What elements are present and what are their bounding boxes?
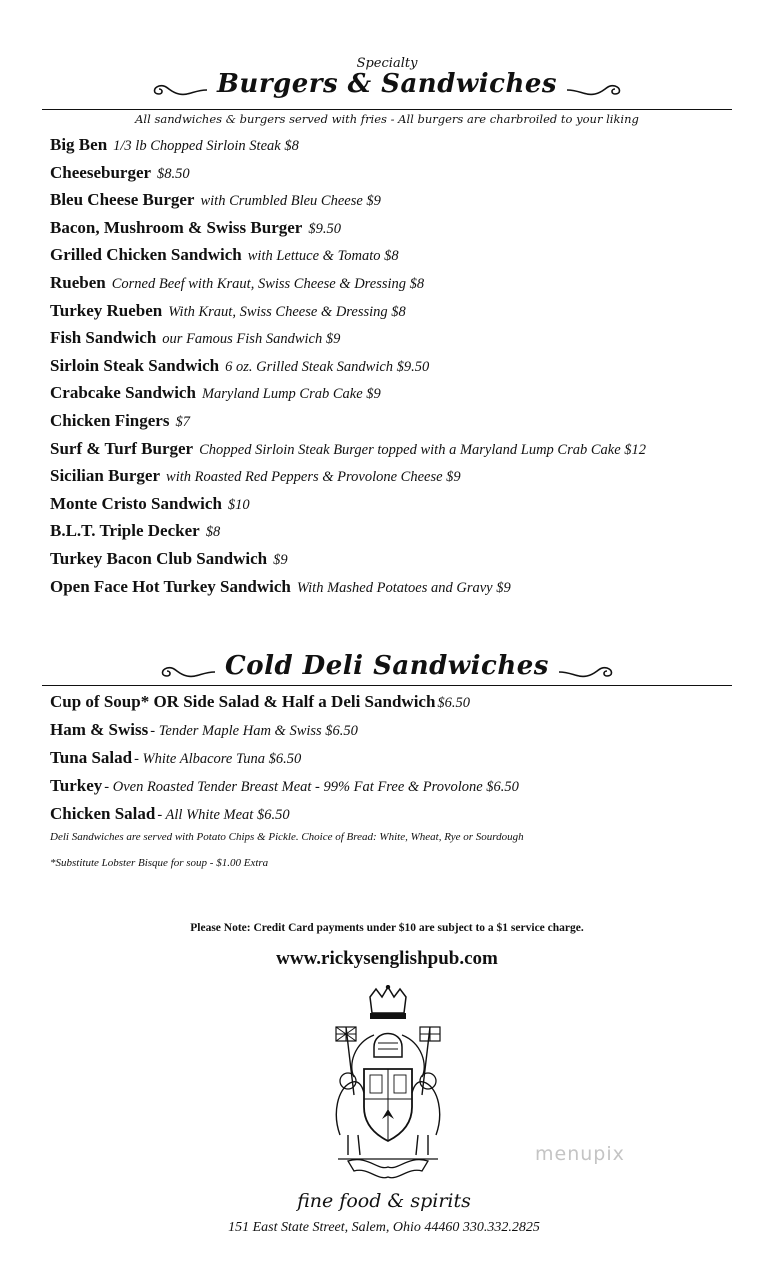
deli-list — [50, 688, 740, 828]
menu-item — [50, 269, 740, 297]
right-swirl-icon — [557, 658, 617, 680]
credit-card-notice: Please Note: Credit Card payments under $10 are subject to a $1 service charge. — [190, 922, 584, 934]
menu-item-name: Cup of Soup* OR Side Salad & Half a Deli Sandwich — [50, 692, 436, 711]
deli-title: Cold Deli Sandwiches — [225, 651, 549, 681]
menu-item — [50, 462, 740, 490]
royal-coat-of-arms-icon — [318, 985, 458, 1185]
menu-item — [50, 131, 740, 159]
burgers-section-heading — [42, 56, 732, 110]
left-swirl-icon — [149, 76, 209, 98]
menu-item-name: Open Face Hot Turkey Sandwich — [50, 576, 291, 596]
website-link[interactable]: www.rickysenglishpub.com — [276, 948, 498, 969]
menu-item-description: Corned Beef with Kraut, Swiss Cheese & Dressing $8 — [111, 275, 425, 292]
menu-item — [50, 159, 740, 187]
menu-item — [50, 324, 740, 352]
menu-item-description: - Tender Maple Ham & Swiss $6.50 — [150, 723, 358, 739]
menu-item-name: Surf & Turf Burger — [50, 438, 194, 458]
menu-item — [50, 800, 740, 828]
menu-item — [50, 297, 740, 325]
menu-item-description: $7 — [175, 413, 190, 430]
burgers-subnote: All sandwiches & burgers served with fries - All burgers are charbroiled to your liking — [135, 112, 639, 126]
menu-item-description: - White Albacore Tuna $6.50 — [134, 751, 302, 767]
menu-item-description: $10 — [227, 496, 250, 513]
menu-item-name: Monte Cristo Sandwich — [50, 493, 222, 513]
menu-item-name: Fish Sandwich — [50, 328, 157, 348]
menu-item-description: - All White Meat $6.50 — [157, 807, 290, 823]
menu-item — [50, 186, 740, 214]
menu-item-description: $8 — [205, 524, 221, 541]
menu-item-name: Sirloin Steak Sandwich — [50, 355, 220, 375]
menu-item — [50, 573, 740, 601]
menu-item-description: $9.50 — [308, 220, 341, 237]
menu-item — [50, 716, 740, 744]
menu-item-name: Rueben — [50, 272, 106, 292]
menu-item-description: with Lettuce & Tomato $8 — [247, 248, 399, 265]
burgers-title-small: Specialty — [356, 56, 418, 71]
tagline: fine food & spirits — [297, 1190, 471, 1212]
menu-item — [50, 545, 740, 573]
menu-item-name: B.L.T. Triple Decker — [50, 521, 200, 541]
menu-item-description: 1/3 lb Chopped Sirloin Steak $8 — [113, 138, 299, 154]
menu-item-name: Turkey Bacon Club Sandwich — [50, 548, 268, 568]
menu-item — [50, 744, 740, 772]
menu-item-name: Bleu Cheese Burger — [50, 190, 195, 210]
burgers-heading-rule — [42, 109, 732, 110]
menu-item-name: Turkey Rueben — [50, 300, 163, 320]
right-swirl-icon — [565, 76, 625, 98]
burgers-list — [50, 131, 740, 600]
menu-item-name: Chicken Salad — [50, 804, 156, 823]
menu-item-name: Grilled Chicken Sandwich — [50, 245, 242, 265]
deli-soup-note: *Substitute Lobster Bisque for soup - $1.00 Extra — [50, 857, 269, 869]
menu-item-name: Turkey — [50, 776, 103, 795]
menu-item-description: our Famous Fish Sandwich $9 — [162, 331, 341, 348]
menu-item-description: $9 — [273, 551, 288, 568]
menu-item-description: $8.50 — [157, 165, 190, 182]
menu-item-name: Sicilian Burger — [50, 466, 161, 486]
menu-item-description: Chopped Sirloin Steak Burger topped with a Maryland Lump Crab Cake $12 — [199, 441, 647, 458]
menu-item — [50, 214, 740, 242]
burgers-title-wrap — [149, 56, 625, 99]
deli-title-wrap — [157, 652, 617, 680]
menu-item — [50, 688, 740, 716]
menu-item-description: 6 oz. Grilled Steak Sandwich $9.50 — [225, 358, 430, 375]
deli-bread-note: Deli Sandwiches are served with Potato Chips & Pickle. Choice of Bread: White, Wheat, Rye or Sourdough — [50, 831, 524, 843]
menu-item — [50, 772, 740, 800]
menu-item-name: Ham & Swiss — [50, 720, 149, 739]
menu-item-name: Cheeseburger — [50, 162, 152, 182]
menu-item — [50, 379, 740, 407]
deli-section-heading — [42, 652, 732, 686]
menu-item-name: Bacon, Mushroom & Swiss Burger — [50, 217, 303, 237]
menu-item-description: - Oven Roasted Tender Breast Meat - 99% Fat Free & Provolone $6.50 — [104, 779, 519, 795]
menu-item-description: with Crumbled Bleu Cheese $9 — [200, 193, 381, 210]
menu-item-description: Maryland Lump Crab Cake $9 — [201, 386, 381, 403]
menu-item-description: With Kraut, Swiss Cheese & Dressing $8 — [168, 303, 406, 320]
menu-item — [50, 407, 740, 435]
menu-item-description: $6.50 — [437, 695, 471, 711]
menu-item-name: Crabcake Sandwich — [50, 383, 196, 403]
menu-item — [50, 241, 740, 269]
menu-item-name: Tuna Salad — [50, 748, 133, 767]
menu-item-name: Chicken Fingers — [50, 410, 170, 430]
address: 151 East State Street, Salem, Ohio 44460 330.332.2825 — [228, 1220, 540, 1235]
menupix-watermark: menupix — [535, 1143, 625, 1165]
deli-heading-rule — [42, 685, 732, 686]
menu-item-description: With Mashed Potatoes and Gravy $9 — [296, 579, 511, 596]
menu-item-description: with Roasted Red Peppers & Provolone Cheese $9 — [166, 469, 461, 486]
menu-item-name: Big Ben — [50, 135, 108, 154]
menu-item — [50, 435, 740, 463]
menu-item — [50, 490, 740, 518]
burgers-title: Burgers & Sandwiches — [216, 69, 558, 99]
left-swirl-icon — [157, 658, 217, 680]
menu-item — [50, 517, 740, 545]
menu-item — [50, 352, 740, 380]
